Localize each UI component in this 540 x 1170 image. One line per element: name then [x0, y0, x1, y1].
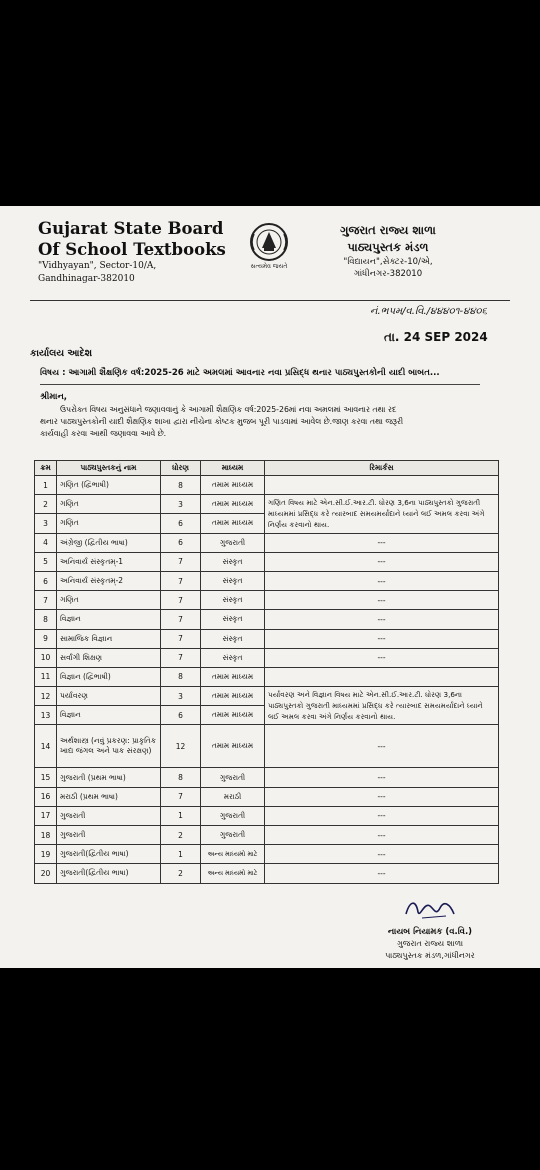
- board-name-line2: Of School Textbooks: [38, 240, 226, 259]
- table-row: [35, 591, 499, 610]
- cell-serial: 4: [35, 533, 57, 552]
- cell-book-name: મરાઠી (પ્રથમ ભાષા): [57, 787, 161, 806]
- letterhead-english: [38, 218, 238, 286]
- table-row: [35, 648, 499, 667]
- cell-standard: 8: [161, 768, 201, 787]
- cell-remark: [265, 476, 499, 495]
- board-address-gu-line1: "વિદ્યાયન",સેક્ટર-10/એ,: [343, 257, 433, 267]
- table-row: [35, 845, 499, 864]
- cell-standard: 6: [161, 706, 201, 725]
- cell-standard: 2: [161, 864, 201, 883]
- table-row: [35, 687, 499, 706]
- cell-remark: [265, 667, 499, 686]
- table-row: [35, 629, 499, 648]
- cell-medium: અન્ય માધ્યમો માટે: [201, 864, 265, 883]
- table-header-row: [35, 461, 499, 476]
- header-serial: ક્રમ: [35, 461, 57, 476]
- cell-medium: સંસ્કૃત: [201, 648, 265, 667]
- cell-merged-remark: પર્યાવરણ અને વિજ્ઞાન વિષય માટે એન.સી.ઈ.આર.ટી. ધોરણ 3,6ના પાઠ્યપુસ્તકો ગુજરાતી માધ્યમમાં પ્રસિદ્ધ કરે ત્યારબાદ સમયમર્યાદાને ધ્યાને લઈ અમલ કરવા અંગે નિર્ણય કરવાનો થાય.: [265, 687, 499, 725]
- cell-book-name: વિજ્ઞાન: [57, 610, 161, 629]
- table-row: [35, 533, 499, 552]
- table-row: [35, 552, 499, 571]
- state-emblem-icon: [242, 218, 296, 272]
- cell-book-name: અનિવાર્ય સંસ્કૃતમ્-2: [57, 571, 161, 590]
- cell-book-name: ગણિત (દ્વિભાષી): [57, 476, 161, 495]
- paragraph-line: ઉપરોક્ત વિષય અનુસંધાને જણાવવાનું કે આગામી શૈક્ષણિક વર્ષ:2025-26માં નવા અમલમાં આવનાર તથા રદ: [60, 405, 397, 414]
- cell-book-name: અર્થશાસ્ત્ર (નવું પ્રકરણ: પ્રાકૃતિક ખાદ્ય જંગલ અને પાક સંરક્ષણ): [57, 725, 161, 768]
- cell-medium: સંસ્કૃત: [201, 629, 265, 648]
- cell-serial: 18: [35, 826, 57, 845]
- table-row: [35, 806, 499, 825]
- cell-medium: સંસ્કૃત: [201, 610, 265, 629]
- cell-serial: 11: [35, 667, 57, 686]
- cell-book-name: ગણિત: [57, 495, 161, 514]
- cell-standard: 7: [161, 787, 201, 806]
- cell-book-name: વિજ્ઞાન: [57, 706, 161, 725]
- table-row: [35, 495, 499, 514]
- board-name-gu-line1: ગુજરાત રાજ્ય શાળા: [340, 223, 436, 237]
- cell-standard: 12: [161, 725, 201, 768]
- body-paragraph: [40, 404, 510, 440]
- cell-medium: તમામ માધ્યમ: [201, 495, 265, 514]
- cell-medium: તમામ માધ્યમ: [201, 476, 265, 495]
- header-standard: ધોરણ: [161, 461, 201, 476]
- board-address-line1: "Vidhyayan", Sector-10/A,: [38, 261, 157, 271]
- cell-book-name: પર્યાવરણ: [57, 687, 161, 706]
- cell-serial: 20: [35, 864, 57, 883]
- cell-remark: ---: [265, 725, 499, 768]
- table-row: [35, 864, 499, 883]
- cell-book-name: ગુજરાતી: [57, 826, 161, 845]
- cell-standard: 7: [161, 648, 201, 667]
- cell-book-name: ગુજરાતી: [57, 806, 161, 825]
- cell-medium: સંસ્કૃત: [201, 552, 265, 571]
- cell-serial: 7: [35, 591, 57, 610]
- cell-remark: ---: [265, 591, 499, 610]
- cell-remark: ---: [265, 629, 499, 648]
- table-row: [35, 610, 499, 629]
- cell-remark: ---: [265, 787, 499, 806]
- cell-remark: ---: [265, 533, 499, 552]
- header-medium: માધ્યમ: [201, 461, 265, 476]
- cell-remark: ---: [265, 610, 499, 629]
- cell-remark: ---: [265, 864, 499, 883]
- cell-remark: ---: [265, 845, 499, 864]
- document-page: [0, 206, 540, 968]
- cell-book-name: ગુજરાતી(દ્વિતીય ભાષા): [57, 864, 161, 883]
- cell-book-name: ગણિત: [57, 514, 161, 533]
- seal-caption: સત્યમેવ જયતે: [250, 263, 288, 270]
- cell-remark: ---: [265, 768, 499, 787]
- board-address-line2: Gandhinagar-382010: [38, 274, 135, 284]
- cell-serial: 14: [35, 725, 57, 768]
- cell-book-name: ગણિત: [57, 591, 161, 610]
- cell-serial: 6: [35, 571, 57, 590]
- signature-block: [350, 896, 510, 962]
- textbook-table: [34, 460, 499, 884]
- cell-standard: 1: [161, 845, 201, 864]
- cell-serial: 5: [35, 552, 57, 571]
- cell-book-name: અંગ્રેજી (દ્વિતીય ભાષા): [57, 533, 161, 552]
- cell-serial: 3: [35, 514, 57, 533]
- cell-book-name: ગુજરાતી(દ્વિતીય ભાષા): [57, 845, 161, 864]
- cell-serial: 2: [35, 495, 57, 514]
- cell-medium: તમામ માધ્યમ: [201, 514, 265, 533]
- cell-book-name: સામાજિક વિજ્ઞાન: [57, 629, 161, 648]
- cell-standard: 3: [161, 687, 201, 706]
- cell-standard: 6: [161, 514, 201, 533]
- cell-serial: 13: [35, 706, 57, 725]
- cell-medium: સંસ્કૃત: [201, 591, 265, 610]
- letterhead-gujarati: [318, 222, 458, 280]
- board-name-line1: Gujarat State Board: [38, 219, 224, 238]
- cell-medium: તમામ માધ્યમ: [201, 706, 265, 725]
- table-row: [35, 725, 499, 768]
- reference-number: નં.ભપમ/વ.વિ./૪૪૪૦૧-૪૪૦૬: [370, 306, 488, 317]
- cell-standard: 7: [161, 552, 201, 571]
- subject-line: વિષય : આગામી શૈક્ષણિક વર્ષ:2025-26 માટે અમલમાં આવનાર નવા પ્રસિદ્ધ થનાર પાઠ્યપુસ્તકોની યાદી બાબત...: [40, 368, 440, 378]
- signatory-title: નાયબ નિયામક (વ.વિ.): [387, 927, 473, 937]
- office-order-heading: કાર્યાલય આદેશ: [30, 348, 93, 359]
- cell-standard: 1: [161, 806, 201, 825]
- board-name-gu-line2: પાઠ્યપુસ્તક મંડળ: [347, 240, 429, 254]
- cell-medium: તમામ માધ્યમ: [201, 687, 265, 706]
- cell-serial: 1: [35, 476, 57, 495]
- cell-medium: મરાઠી: [201, 787, 265, 806]
- cell-standard: 8: [161, 476, 201, 495]
- cell-medium: ગુજરાતી: [201, 533, 265, 552]
- board-address-gu-line2: ગાંધીનગર-382010: [353, 269, 423, 279]
- paragraph-line: કાર્યવાહી કરવા આથી જણાવવા આવે છે.: [40, 429, 167, 438]
- cell-standard: 7: [161, 629, 201, 648]
- cell-standard: 7: [161, 571, 201, 590]
- cell-book-name: સર્વાંગી શિક્ષણ: [57, 648, 161, 667]
- paragraph-line: થનાર પાઠ્યપુસ્તકોની યાદી શૈક્ષણિક શાખા દ્વારા નીચેના કોષ્ટક મુજબ પૂરી પાડવામાં આવેલ છે.જાણ કરવા તથા જરૂરી: [40, 417, 404, 426]
- cell-medium: ગુજરાતી: [201, 806, 265, 825]
- cell-serial: 12: [35, 687, 57, 706]
- cell-medium: ગુજરાતી: [201, 826, 265, 845]
- salutation: શ્રીમાન,: [40, 392, 68, 402]
- cell-serial: 8: [35, 610, 57, 629]
- cell-standard: 8: [161, 667, 201, 686]
- cell-serial: 17: [35, 806, 57, 825]
- cell-book-name: ગુજરાતી (પ્રથમ ભાષા): [57, 768, 161, 787]
- cell-remark: ---: [265, 826, 499, 845]
- cell-serial: 16: [35, 787, 57, 806]
- order-date: તા. 24 SEP 2024: [384, 330, 488, 344]
- letterhead-divider: [30, 300, 510, 301]
- subject-underline: [40, 384, 480, 385]
- cell-remark: ---: [265, 648, 499, 667]
- cell-medium: ગુજરાતી: [201, 768, 265, 787]
- table-row: [35, 476, 499, 495]
- cell-standard: 7: [161, 591, 201, 610]
- cell-remark: ---: [265, 571, 499, 590]
- cell-serial: 15: [35, 768, 57, 787]
- cell-standard: 6: [161, 533, 201, 552]
- cell-remark: ---: [265, 806, 499, 825]
- cell-standard: 7: [161, 610, 201, 629]
- table-row: [35, 571, 499, 590]
- cell-medium: તમામ માધ્યમ: [201, 667, 265, 686]
- cell-medium: તમામ માધ્યમ: [201, 725, 265, 768]
- cell-book-name: વિજ્ઞાન (દ્વિભાષી): [57, 667, 161, 686]
- table-row: [35, 787, 499, 806]
- cell-medium: સંસ્કૃત: [201, 571, 265, 590]
- header-book-name: પાઠ્યપુસ્તકનું નામ: [57, 461, 161, 476]
- header-remarks: રિમાર્કસ: [265, 461, 499, 476]
- cell-standard: 3: [161, 495, 201, 514]
- cell-book-name: અનિવાર્ય સંસ્કૃતમ્-1: [57, 552, 161, 571]
- signatory-line2: ગુજરાત રાજ્ય શાળા: [396, 939, 464, 948]
- signatory-line3: પાઠ્યપુસ્તક મંડળ,ગાંધીનગર: [385, 951, 475, 960]
- cell-merged-remark: ગણિત વિષય માટે એન.સી.ઈ.આર.ટી. ધોરણ 3,6ના પાઠ્યપુસ્તકો ગુજરાતી માધ્યમમાં પ્રસિદ્ધ કરે ત્યારબાદ સમયમર્યાદાને ધ્યાને લઈ અમલ કરવા અંગે નિર્ણય કરવાનો થાય.: [265, 495, 499, 533]
- signature-scribble: [400, 896, 460, 922]
- cell-standard: 2: [161, 826, 201, 845]
- cell-serial: 10: [35, 648, 57, 667]
- table-row: [35, 768, 499, 787]
- table-row: [35, 667, 499, 686]
- table-row: [35, 826, 499, 845]
- cell-medium: અન્ય માધ્યમો માટે: [201, 845, 265, 864]
- cell-remark: ---: [265, 552, 499, 571]
- cell-serial: 19: [35, 845, 57, 864]
- cell-serial: 9: [35, 629, 57, 648]
